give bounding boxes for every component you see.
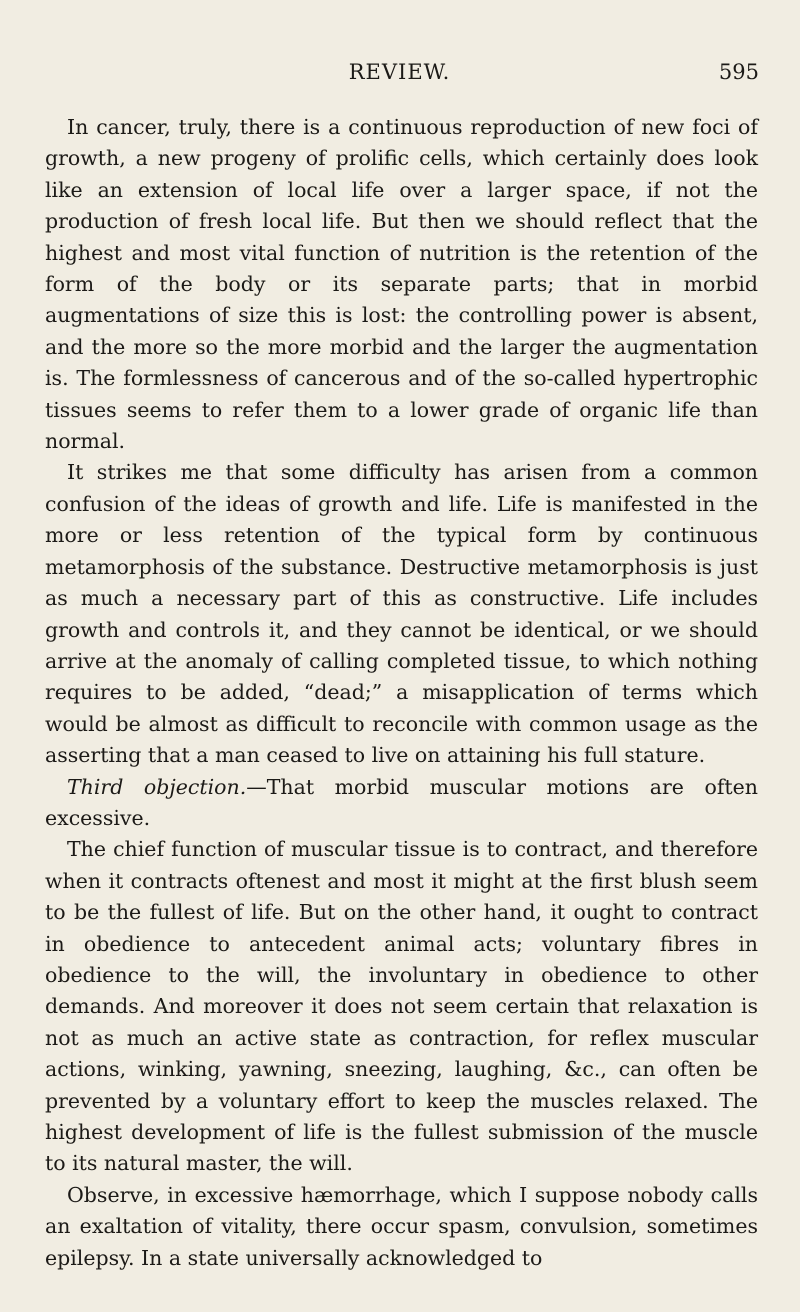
running-head: REVIEW. — [348, 60, 451, 84]
objection-text: —That morbid muscular motions are often excessive. — [45, 774, 758, 830]
paragraph-growth-and-life: It strikes me that some difficulty has arisen from a common confusion of the ideas of growth and life. Life is manifested in the more or less retention of the typical form by continuous metamorphosis of the substance. Destructive metamorphosis is just as much a necessary part of this as constructive. Life includes growth and controls it, and they cannot be identical, or we should arrive at the anomaly of calling completed tissue, to which nothing requires to be added, “dead;” a misapplication of terms which would be almost as difficult to reconcile with common usage as the asserting that a man ceased to live on attaining his full stature. — [45, 460, 758, 768]
objection-label: Third objection. — [67, 774, 247, 799]
paragraph-cancer: In cancer, truly, there is a continuous reproduction of new foci of growth, a new progeny of prolific cells, which certainly does look like an extension of local life over a larger space, if not the production of fresh local life. But then we should reflect that the highest and most vital function of nutrition is the retention of the form of the body or its separate parts; that in morbid augmentations of size this is lost: the controlling power is absent, and the more so the more morbid and the larger the augmentation is. The formlessness of cancerous and of the so-called hypertrophic tissues seems to refer them to a lower grade of organic life than normal. — [45, 115, 758, 454]
page-number: 595 — [718, 60, 759, 84]
paragraph-third-objection — [45, 772, 758, 835]
body-text — [45, 112, 758, 1274]
paragraph-haemorrhage: Observe, in excessive hæmorrhage, which I suppose nobody calls an exaltation of vitality, there occur spasm, convulsion, sometimes epilepsy. In a state universally acknowledged to — [45, 1182, 758, 1270]
paragraph-muscular-tissue: The chief function of muscular tissue is to contract, and therefore when it contracts oftenest and most it might at the first blush seem to be the fullest of life. But on the other hand, it ought to contract in obedience to antecedent animal acts; voluntary fibres in obedience to the will, the involuntary in obedience to other demands. And moreover it does not seem certain that relaxation is not as much an active state as contraction, for reflex muscular actions, winking, yawning, sneezing, laughing, &c., can often be prevented by a voluntary effort to keep the muscles relaxed. The highest development of life is the fullest submission of the muscle to its natural master, the will. — [45, 837, 758, 1176]
page-header — [40, 60, 759, 94]
